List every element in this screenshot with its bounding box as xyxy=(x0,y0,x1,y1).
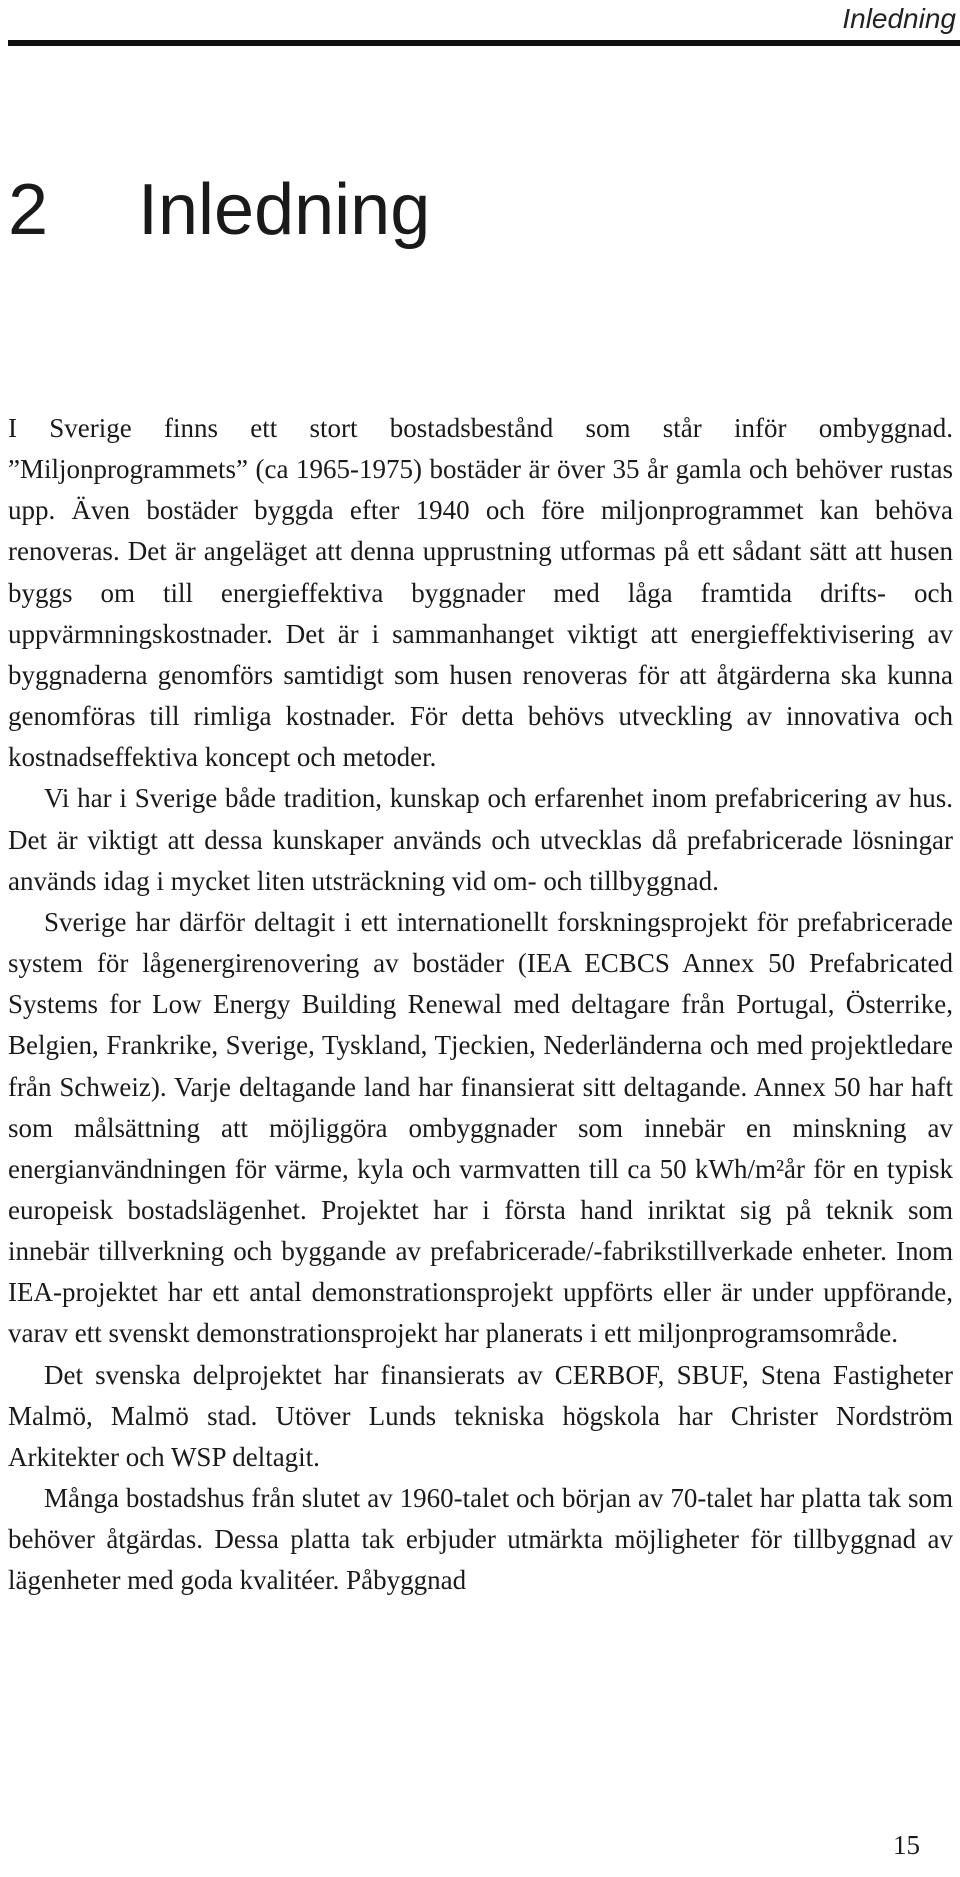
chapter-heading xyxy=(8,168,430,252)
paragraph-3: Sverige har därför deltagit i ett internationellt forskningsprojekt för prefabricerade system för lågenergirenovering av bostäder (IEA ECBCS Annex 50 Prefabricated Systems for Low Energy Building Renewal med deltagare från Portugal, Österrike, Belgien, Frankrike, Sverige, Tyskland, Tjeckien, Nederländerna och med projektledare från Schweiz). Varje deltagande land har finansierat sitt deltagande. Annex 50 har haft som målsättning att möjliggöra ombyggnader som innebär en minskning av energianvändningen för värme, kyla och varmvatten till ca 50 kWh/m²år för en typisk europeisk bostadslägenhet. Projektet har i första hand inriktat sig på teknik som innebär tillverkning och byggande av prefabricerade/-fabrikstillverkade enheter. Inom IEA-projektet har ett antal demonstrationsprojekt uppförts eller är under uppförande, varav ett svenskt demonstrationsprojekt har planerats i ett miljonprogramsområde. xyxy=(8,906,953,1349)
running-header: Inledning xyxy=(842,3,956,34)
page-number: 15 xyxy=(893,1830,920,1860)
body-text xyxy=(8,408,953,1602)
chapter-number: 2 xyxy=(8,170,49,250)
paragraph-2: Vi har i Sverige både tradition, kunskap och erfarenhet inom prefabricering av hus. Det är viktigt att dessa kunskaper används och utvecklas då prefabricerade lösningar används idag i mycket liten utsträckning vid om- och tillbyggnad. xyxy=(8,783,953,896)
chapter-title: Inledning xyxy=(138,170,431,250)
paragraph-4: Det svenska delprojektet har finansierats av CERBOF, SBUF, Stena Fastigheter Malmö, Malmö stad. Utöver Lunds tekniska högskola har Christer Nordström Arkitekter och WSP deltagit. xyxy=(8,1359,953,1472)
paragraph-1: I Sverige finns ett stort bostadsbestånd som står inför ombyggnad. ”Miljonprogrammets” (ca 1965-1975) bostäder är över 35 år gamla och behöver rustas upp. Även bostäder byggda efter 1940 och före miljonprogrammet kan behöva renoveras. Det är angeläget att denna upprustning utformas på ett sådant sätt att husen byggs om till energieffektiva byggnader med låga framtida drifts- och uppvärmningskostnader. Det är i sammanhanget viktigt att energieffektivisering av byggnaderna genomförs samtidigt som husen renoveras för att åtgärderna ska kunna genomföras till rimliga kostnader. För detta behövs utveckling av innovativa och kostnadseffektiva koncept och metoder. xyxy=(8,413,953,773)
header-rule xyxy=(8,40,960,46)
paragraph-5: Många bostadshus från slutet av 1960-talet och början av 70-talet har platta tak som behöver åtgärdas. Dessa platta tak erbjuder utmärkta möjligheter för tillbyggnad av lägenheter med goda kvalitéer. Påbyggnad xyxy=(8,1483,953,1596)
